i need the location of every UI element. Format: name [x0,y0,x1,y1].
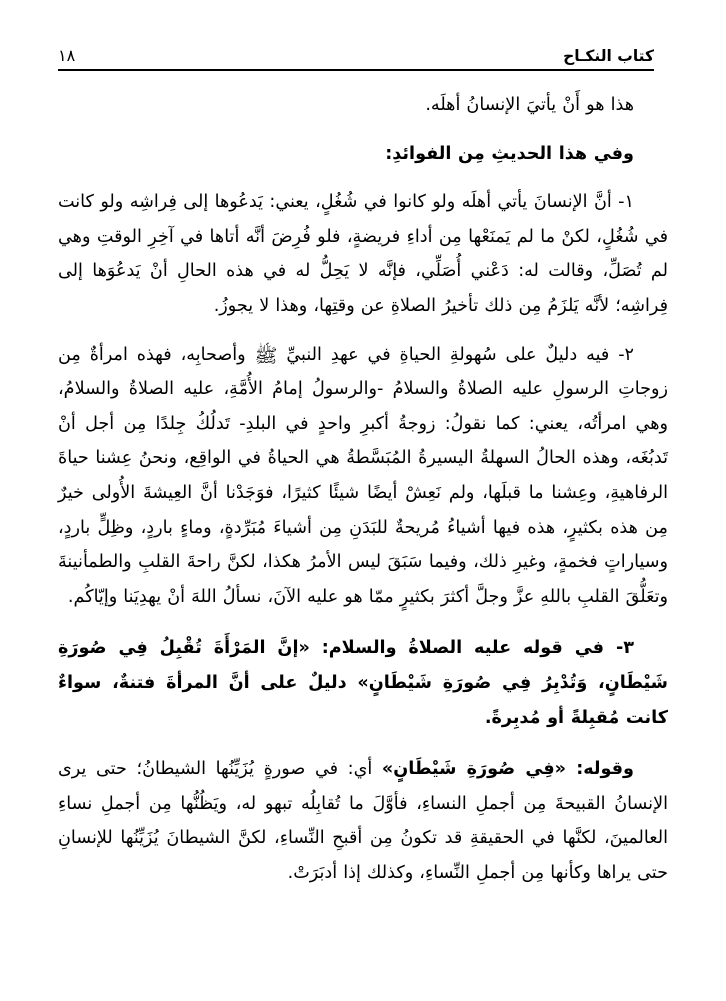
page-number: ١٨ [58,46,76,65]
hadith-quote-1: «إنَّ المَرْأَةَ تُقْبِلُ فِي صُورَةِ شَيْطَانٍ، وَتُدْبِرُ فِي صُورَةِ شَيْطَانٍ» [58,638,668,693]
spacer [58,171,668,185]
benefit-item-1: ١- أنَّ الإنسانَ يأتي أهلَه ولو كانوا في شُغُلٍ، يعني: يَدعُوها إلى فِراشِه ولو كانت في شُغُلٍ، لكنْ ما لم يَمنَعْها مِن أداءِ فريضةٍ، فلو فُرِضَ أنَّه أتاها في آخِرِ الوقتِ وهي لم تُصَلِّ، وقالت له: دَعْني أُصَلِّي، فإنَّه لا يَحِلُّ له في هذه الحالِ أنْ يَدعُوَها إلى فِراشِه؛ لأنَّه يَلزَمُ مِن ذلك تأخيرُ الصلاةِ عن وقتِها، وهذا لا يجوزُ. [58,192,668,316]
header-divider-rule [58,69,654,71]
benefit-item-2-text-after-salla: وأصحابِه، فهذه امرأةٌ مِن زوجاتِ الرسولِ عليه الصلاةُ والسلامُ -والرسولُ إمامُ الأُمَّةِ، عليه الصلاةُ والسلامُ، وهي امرأتُه، يعني: كما نقولُ: زوجةُ أكبرِ واحدٍ في البلدِ- تَدلُكُ جِلدًا مِن أجل أنْ تَدبُغَه، وهذه الحالُ السهلةُ اليسيرةُ المُبَسَّطةُ هي الحياةُ في الواقِع، ونحنُ عِشنا حياةَ الرفاهيةِ، وعِشنا ما قبلَها، ولم نَعِشْ أيضًا شيئًا كثيرًا، فوَجَدْنا أنَّ العِيشةَ الأُولى خيرٌ مِن هذه بكثيرٍ، هذه فيها أشياءُ مُريحةٌ للبَدَنِ مِن أشياءَ مُبَرِّدةٍ، وماءٍ باردٍ، وظِلٍّ باردٍ، وسياراتٍ فخمةٍ، وغيرِ ذلك، وفيما سَبَقَ ليس الأمرُ هكذا، لكنَّ راحةَ القلبِ والطمأنينةَ وتعَلُّقَ القلبِ باللهِ عزَّ وجلَّ أكثرَ بكثيرٍ ممّا هو عليه الآنَ، نسألُ اللهَ أنْ يهدِيَنا وإيّاكُم. [58,344,668,607]
benefit-item-3 [58,631,668,735]
benefit-item-3-tail: دليلٌ على أنَّ المرأةَ فتنةٌ، سواءٌ كانت مُقبِلةً أو مُدبِرةً. [58,672,668,728]
running-head-book-title: كتاب النكـاح [563,46,654,65]
opening-paragraph: هذا هو أَنْ يأتيَ الإنسانُ أهلَه. [425,95,634,115]
page-header-row [58,36,654,64]
spacer [58,324,668,338]
page-body [58,88,668,890]
closing-paragraph [58,752,668,890]
benefit-item-2-text-before-salla: ٢- فيه دليلٌ على سُهولةِ الحياةِ في عهدِ النبيِّ [277,344,634,365]
hadith-quote-2: «فِي صُورَةِ شَيْطَانٍ» [381,759,567,780]
spacer [58,735,668,752]
page-header [58,36,654,70]
benefit-item-3-lead: ٣- في قوله عليه الصلاةُ والسلام: [309,638,634,659]
closing-paragraph-lead: وقوله: [566,759,634,780]
benefit-item-2 [58,338,668,615]
spacer [58,123,668,137]
spacer [58,614,668,631]
benefits-heading: وفي هذا الحديثِ مِن الفوائدِ: [385,143,634,164]
closing-paragraph-text: أي: في صورةٍ يُزَيِّنُها الشيطانُ؛ حتى يرى الإنسانُ القبيحةَ مِن أجملِ النساءِ، فأوَّلَ ما تُقابِلُه تبهو له، ويَظُنُّها مِن أجملِ نساءِ العالمينَ، لكنَّها في الحقيقةِ قد تكونُ مِن أقبحِ النِّساءِ، لكنَّ الشيطانَ يُزَيِّنُها للإنسانِ حتى يراها وكأنها مِن أجملِ النِّساءِ، وكذلك إذا أدبَرَتْ. [58,759,668,883]
sallallahu-alayhi-wasallam-icon: ﷺ [254,344,278,367]
